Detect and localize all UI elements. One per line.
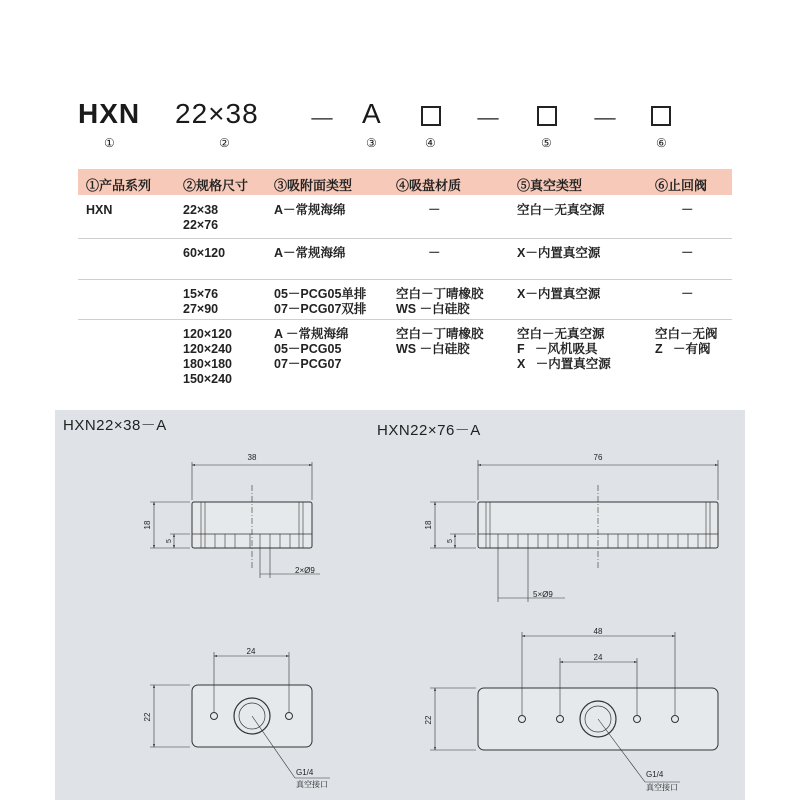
header-check: ⑥止回阀 xyxy=(655,178,708,193)
row1-vacuum: 空白－无真空源 xyxy=(517,203,605,217)
size-code: 22×38 xyxy=(175,98,259,129)
check-code-box xyxy=(651,106,671,126)
code-dash-1: － xyxy=(308,104,338,135)
left-bottom-width-dim: 22 xyxy=(143,712,152,722)
marker-6: ⑥ xyxy=(656,136,667,150)
row4-size: 120×120 120×240 180×180 150×240 xyxy=(183,327,233,386)
left-holes-note: 2×Ø9 xyxy=(295,566,315,575)
right-height-dim: 18 xyxy=(424,520,433,530)
row3-vacuum: X－内置真空源 xyxy=(517,287,601,301)
header-size: ②规格尺寸 xyxy=(183,178,249,193)
left-side-view xyxy=(150,462,320,578)
row3-check: － xyxy=(681,287,694,301)
left-drawing-title: HXN22×38－A xyxy=(63,417,167,434)
row2-size: 60×120 xyxy=(183,246,226,260)
vacuum-code-box xyxy=(537,106,557,126)
row4-material: 空白－丁晴橡胶 WS －白硅胶 xyxy=(396,327,484,356)
right-bottom-width-dim: 22 xyxy=(424,715,433,725)
series-code: HXN xyxy=(78,98,141,129)
code-dash-3: － xyxy=(591,104,621,135)
row2-vacuum: X－内置真空源 xyxy=(517,246,601,260)
left-spacing-dim: 24 xyxy=(246,647,256,656)
row1-series: HXN xyxy=(86,203,113,217)
material-code-box xyxy=(421,106,441,126)
code-dash-2: － xyxy=(474,104,504,135)
header-vacuum: ⑤真空类型 xyxy=(517,178,583,193)
header-face: ③吸附面类型 xyxy=(274,178,353,193)
left-bottom-view xyxy=(150,652,330,778)
right-width-dim: 76 xyxy=(593,453,603,462)
row-divider xyxy=(78,279,732,280)
row1-face: A－常规海绵 xyxy=(274,203,346,217)
row1-check: － xyxy=(681,203,694,217)
header-material: ④吸盘材质 xyxy=(396,178,462,193)
row2-face: A－常规海绵 xyxy=(274,246,346,260)
marker-4: ④ xyxy=(425,136,436,150)
marker-2: ② xyxy=(219,136,230,150)
right-port-label: 真空接口 xyxy=(646,783,678,792)
row3-size: 15×76 27×90 xyxy=(183,287,219,316)
left-small-dim: 5 xyxy=(166,539,173,543)
row4-vacuum: 空白－无真空源 F －风机吸具 X －内置真空源 xyxy=(517,327,611,371)
header-series: ①产品系列 xyxy=(86,178,152,193)
row3-face: 05－PCG05单排 07－PCG07双排 xyxy=(274,287,367,316)
row-divider xyxy=(78,238,732,239)
type-code: A xyxy=(362,98,382,129)
marker-1: ① xyxy=(104,136,115,150)
right-side-view xyxy=(430,460,718,602)
row2-check: － xyxy=(681,246,694,260)
row1-size: 22×38 22×76 xyxy=(183,203,219,232)
row-divider xyxy=(78,319,732,320)
right-port-size: G1/4 xyxy=(646,770,664,779)
row3-material: 空白－丁晴橡胶 WS －白硅胶 xyxy=(396,287,484,316)
right-inner-spacing-dim: 24 xyxy=(593,653,603,662)
marker-5: ⑤ xyxy=(541,136,552,150)
right-holes-note: 5×Ø9 xyxy=(533,590,553,599)
drawing-panel xyxy=(55,410,745,800)
row4-check: 空白－无阀 Z －有阀 xyxy=(655,327,718,356)
right-outer-spacing-dim: 48 xyxy=(593,627,603,636)
left-port-size: G1/4 xyxy=(296,768,314,777)
row1-material: － xyxy=(428,203,441,217)
left-width-dim: 38 xyxy=(247,453,257,462)
row2-material: － xyxy=(428,246,441,260)
left-port-label: 真空接口 xyxy=(296,780,328,789)
right-bottom-view xyxy=(430,632,718,782)
right-small-dim: 5 xyxy=(447,539,454,543)
drawing-svg xyxy=(55,410,745,800)
right-drawing-title: HXN22×76－A xyxy=(377,422,481,439)
left-height-dim: 18 xyxy=(143,520,152,530)
row4-face: A －常规海绵 05－PCG05 07－PCG07 xyxy=(274,327,349,371)
marker-3: ③ xyxy=(366,136,377,150)
